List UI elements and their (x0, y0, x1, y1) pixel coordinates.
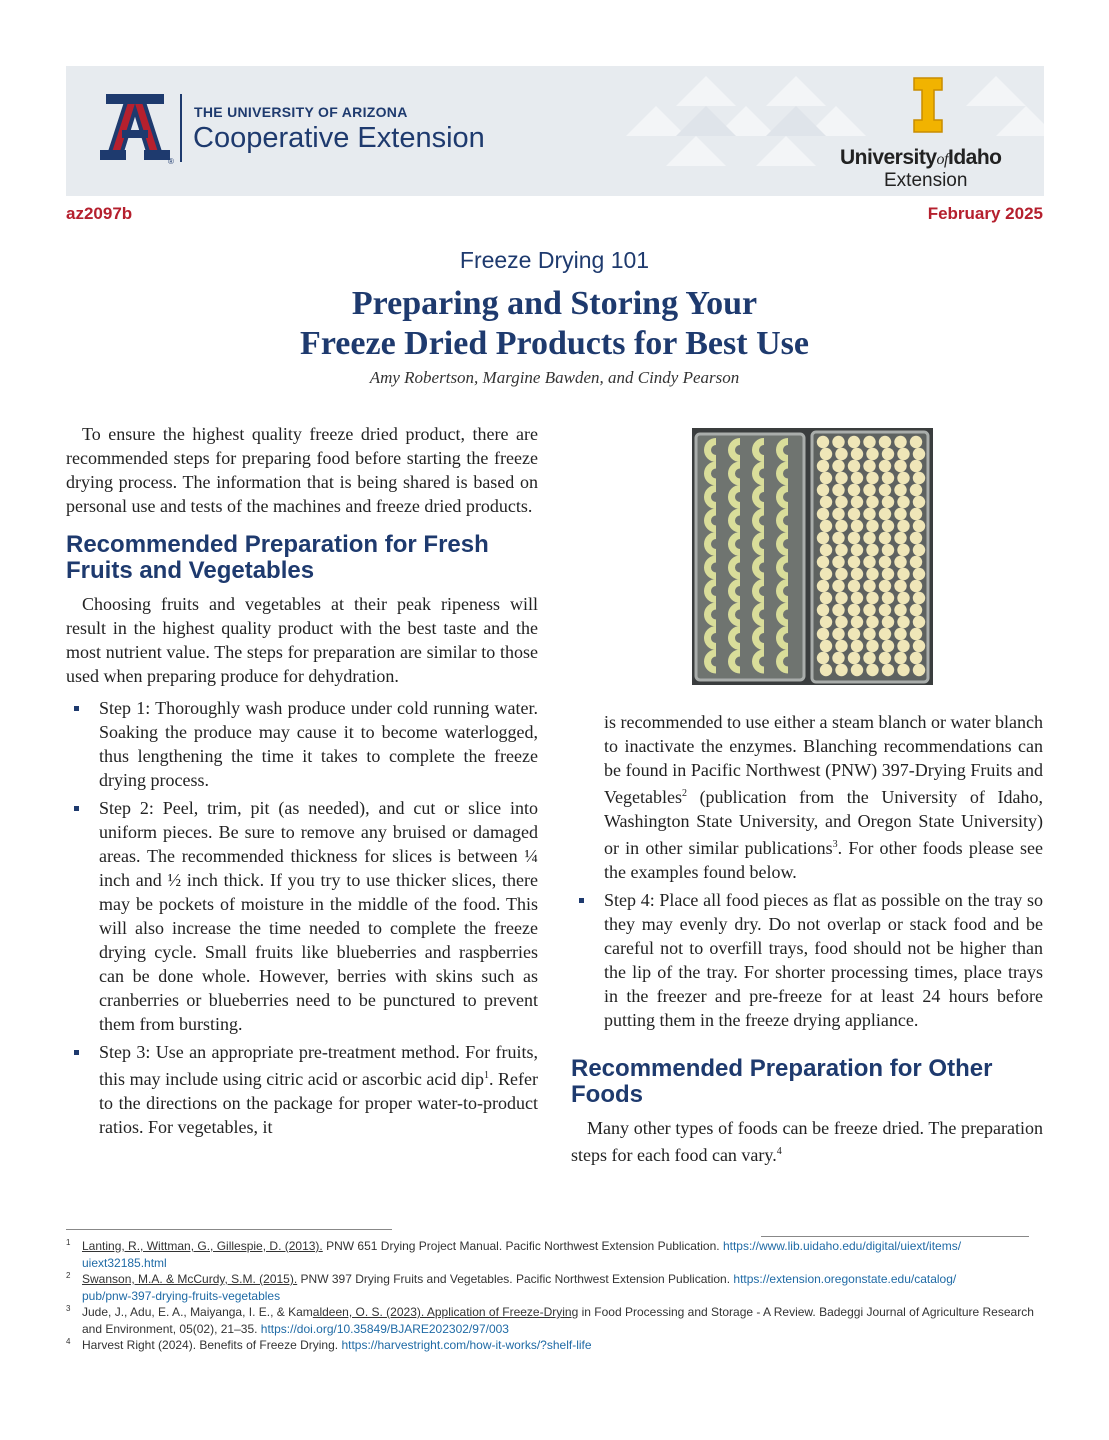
footnote-authors: aldeen, O. S. (2023). Application of Freeze-Drying (312, 1305, 579, 1319)
banana-slice (848, 460, 860, 472)
banana-slice (866, 640, 878, 652)
footnote-1 (66, 1238, 1046, 1271)
banana-slice (866, 496, 878, 508)
footnote-number: 3 (66, 1304, 71, 1313)
banana-slice (863, 532, 875, 544)
banana-slice (910, 580, 922, 592)
footnote-text: PNW 397 Drying Fruits and Vegetables. Pacific Northwest Extension Publication. (297, 1272, 734, 1286)
footnote-number: 4 (66, 1337, 71, 1346)
banana-slice (851, 568, 863, 580)
footnotes (66, 1238, 1046, 1354)
footnote-3 (66, 1304, 1046, 1337)
document-title (0, 284, 1109, 364)
heading-other-foods: Recommended Preparation for Other Foods (571, 1055, 993, 1108)
banana-slice (910, 604, 922, 616)
idaho-name-of: of (936, 151, 948, 168)
banana-slice (866, 472, 878, 484)
bullet-icon (74, 1050, 79, 1055)
banana-slice (848, 436, 860, 448)
step-1-text: Step 1: Thoroughly wash produce under cold running water. Soaking the produce may cause it to become waterlogged, thus lengthening the time it takes to complete the freeze drying process. (99, 698, 538, 790)
banana-slice (882, 496, 894, 508)
banana-slice (894, 508, 906, 520)
idaho-name-b: Idaho (948, 146, 1002, 169)
banana-slice (866, 664, 878, 676)
university-name-small: THE UNIVERSITY OF ARIZONA (194, 104, 408, 120)
banana-slice (897, 640, 909, 652)
banana-slice (897, 472, 909, 484)
footnote-text: PNW 651 Drying Project Manual. Pacific Northwest Extension Publication. (322, 1239, 723, 1253)
banana-slice (910, 652, 922, 664)
footnote-authors-pre: Jude, J., Adu, E. A., Maiyanga, I. E., & Kam (82, 1305, 313, 1319)
banana-slice (894, 652, 906, 664)
banana-slice (913, 544, 925, 556)
banana-slice (897, 496, 909, 508)
banana-slice (894, 460, 906, 472)
banana-slice (879, 532, 891, 544)
other-foods-text: Many other types of foods can be freeze dried. The preparation steps for each food can vary. (571, 1118, 1043, 1165)
banana-slice (848, 484, 860, 496)
heading-fresh-fruits: Recommended Preparation for Fresh Fruits and Vegetables (66, 531, 489, 584)
steps-list (66, 696, 538, 1139)
banana-slice (913, 664, 925, 676)
freeze-drying-trays-photo (692, 428, 933, 685)
banana-slice (913, 496, 925, 508)
banana-slice (817, 628, 829, 640)
banana-slice (851, 472, 863, 484)
banana-slice (882, 592, 894, 604)
banana-slice (866, 448, 878, 460)
banana-slice (882, 568, 894, 580)
series-title: Freeze Drying 101 (459, 247, 650, 273)
banana-slice (832, 484, 844, 496)
footnote-text: in Food Processing and Storage - A Review. Badeggi Journal of Agriculture Research and Environment, 05(02), 21–35. (82, 1305, 1034, 1336)
banana-slice (817, 652, 829, 664)
banana-slice (882, 640, 894, 652)
banana-slice (851, 616, 863, 628)
banana-slice (817, 484, 829, 496)
banana-slice (835, 472, 847, 484)
list-item (571, 710, 1043, 884)
banana-slice (910, 436, 922, 448)
banana-slice (866, 592, 878, 604)
banana-slice (820, 544, 832, 556)
banana-slice (820, 616, 832, 628)
title-line-2: Freeze Dried Products for Best Use (300, 325, 809, 362)
banana-slice (820, 496, 832, 508)
list-item (571, 888, 1043, 1032)
banana-slice (897, 616, 909, 628)
footnote-4 (66, 1337, 1046, 1354)
banana-slice (882, 448, 894, 460)
banana-slice (820, 448, 832, 460)
banana-slice (851, 592, 863, 604)
paragraph-other-foods (571, 1116, 1043, 1167)
cooperative-extension-title: Cooperative Extension (193, 122, 485, 154)
idaho-extension-label: Extension (884, 170, 968, 191)
banana-slice (832, 604, 844, 616)
banana-slice (848, 652, 860, 664)
banana-slice (832, 532, 844, 544)
banana-slice (879, 484, 891, 496)
banana-slice (897, 544, 909, 556)
bullet-icon (579, 898, 584, 903)
banana-slice (863, 556, 875, 568)
step-3-text-b: . Refer to the directions on the package for proper water-to-product ratios. For vegetables, it (99, 1069, 538, 1137)
banana-slice (882, 616, 894, 628)
banana-slice (817, 508, 829, 520)
paragraph-peak-ripeness: Choosing fruits and vegetables at their peak ripeness will result in the highest quality product with the best taste and the most nutrient value. The steps for preparation are similar to those used when preparing produce for dehydration. (66, 594, 538, 686)
footnote-ref: 3 (832, 839, 838, 850)
banana-slice (832, 652, 844, 664)
banana-slice (913, 616, 925, 628)
banana-slice (866, 520, 878, 532)
footnote-link[interactable]: https://extension.oregonstate.edu/catalog/ (733, 1272, 957, 1286)
banana-slice (863, 580, 875, 592)
footnote-link[interactable]: https://www.lib.uidaho.edu/digital/uiext/items/ (722, 1239, 962, 1253)
banana-slice (820, 664, 832, 676)
university-of-arizona-logo (94, 92, 174, 166)
banana-slice (894, 580, 906, 592)
banana-slice (894, 532, 906, 544)
list-item (66, 1040, 538, 1139)
banana-slice (851, 448, 863, 460)
banana-slice (832, 628, 844, 640)
banana-slice (882, 544, 894, 556)
tray-illustration (692, 428, 933, 685)
right-column (571, 710, 1043, 1167)
banana-slice (863, 652, 875, 664)
banana-slice (866, 544, 878, 556)
banana-slice (851, 544, 863, 556)
step-3-text-a: Step 3: Use an appropriate pre-treatment method. For fruits, this may include using citric acid or ascorbic acid dip (99, 1042, 538, 1089)
banana-slice (913, 520, 925, 532)
banana-slice (894, 484, 906, 496)
banana-slice (848, 508, 860, 520)
intro-paragraph: To ensure the highest quality freeze dried product, there are recommended steps for preparing food before starting the freeze drying process. The information that is being shared is based on personal use and tests of the machines and freeze dried products. (66, 424, 538, 516)
banana-slice (820, 592, 832, 604)
banana-slice (910, 628, 922, 640)
footnote-link[interactable]: https://doi.org/10.35849/BJARE202302/97/003 (260, 1321, 509, 1336)
banana-slice (835, 592, 847, 604)
banana-slice (913, 448, 925, 460)
banana-slice (817, 604, 829, 616)
banana-slice (832, 556, 844, 568)
banana-slice (913, 640, 925, 652)
authors: Amy Robertson, Margine Bawden, and Cindy Pearson (369, 368, 740, 387)
header-banner (66, 66, 1044, 196)
publication-date: February 2025 (927, 204, 1043, 223)
banana-slice (820, 472, 832, 484)
banana-slice (910, 508, 922, 520)
publication-id: az2097b (66, 204, 133, 223)
banana-slice (913, 568, 925, 580)
banana-slice (848, 556, 860, 568)
step-3-continued-c: . For other foods please see the examples found below. (604, 838, 1043, 882)
footnote-authors: Swanson, M.A. & McCurdy, S.M. (2015). (82, 1272, 298, 1286)
bullet-icon (74, 706, 79, 711)
banana-slice (910, 556, 922, 568)
footnote-2 (66, 1271, 1046, 1304)
banana-slice (879, 652, 891, 664)
banana-slice (863, 436, 875, 448)
footnote-number: 1 (66, 1238, 71, 1247)
step-2-text: Step 2: Peel, trim, pit (as needed), and cut or slice into uniform pieces. Be sure to remove any bruised or damaged areas. The recommended thickness for slices is between ¼ inch and ½ inch thick. If you try to use thicker slices, there may be pockets of moisture in the middle of the food. This will also increase the time needed to complete the freeze drying cycle. Small fruits like blueberries and raspberries can be done whole. However, berries with skins such as cranberries or blueberries need to be punctured to prevent them from bursting. (99, 798, 538, 1034)
footnote-rule-right (761, 1236, 1029, 1237)
step-3-continued-a: is recommended to use either a steam blanch or water blanch to inactivate the enzymes. Blanching recommendations can be found in Pacific Northwest (PNW) 397-Drying Fruits and Vegetables (604, 712, 1043, 807)
logo-divider (180, 94, 182, 162)
banana-slice (913, 472, 925, 484)
banana-slice (863, 460, 875, 472)
banana-slice (832, 436, 844, 448)
left-column (66, 422, 538, 1139)
title-line-1: Preparing and Storing Your (351, 285, 758, 322)
banana-slice (913, 592, 925, 604)
bullet-icon (74, 806, 79, 811)
banana-slice (817, 556, 829, 568)
banana-slice (879, 436, 891, 448)
banana-slice (832, 508, 844, 520)
banana-slice (879, 580, 891, 592)
banana-slice (897, 592, 909, 604)
banana-slice (863, 508, 875, 520)
banana-slice (835, 640, 847, 652)
banana-slice (851, 664, 863, 676)
banana-slice (879, 460, 891, 472)
banana-slice (882, 664, 894, 676)
banana-slice (863, 484, 875, 496)
banana-slice (848, 580, 860, 592)
banana-slice (879, 628, 891, 640)
step-3-continued-b: (publication from the University of Idaho, Washington State University, and Oregon State University) or in other similar publications (604, 787, 1043, 858)
svg-text:®: ® (168, 157, 174, 166)
footnote-ref: 1 (483, 1070, 489, 1081)
banana-slice (832, 460, 844, 472)
banana-slice (848, 628, 860, 640)
university-of-idaho-name (840, 146, 1002, 170)
steps-list-continued (571, 710, 1043, 1032)
list-item (66, 796, 538, 1036)
banana-slice (835, 616, 847, 628)
footnote-ref: 2 (681, 788, 687, 799)
footnote-link[interactable]: https://harvestright.com/how-it-works/?shelf-life (341, 1338, 592, 1352)
banana-slice (817, 436, 829, 448)
banana-slice (848, 604, 860, 616)
banana-slice (894, 604, 906, 616)
banana-slice (817, 580, 829, 592)
list-item (66, 696, 538, 792)
banana-slice (897, 568, 909, 580)
footnote-text: Harvest Right (2024). Benefits of Freeze Drying. (82, 1338, 342, 1352)
banana-slice (835, 568, 847, 580)
banana-slice (835, 448, 847, 460)
footnote-authors: Lanting, R., Wittman, G., Gillespie, D. (2013). (82, 1239, 323, 1253)
banana-slice (835, 664, 847, 676)
banana-slice (897, 664, 909, 676)
banana-slice (910, 460, 922, 472)
banana-slice (863, 604, 875, 616)
banana-slice (882, 472, 894, 484)
banana-slice (897, 448, 909, 460)
banana-slice (894, 556, 906, 568)
banana-slice (817, 532, 829, 544)
banana-slice (820, 568, 832, 580)
banana-slice (851, 496, 863, 508)
banana-slice (832, 580, 844, 592)
footnote-rule (66, 1229, 392, 1230)
banana-slice (894, 436, 906, 448)
banana-slice (910, 532, 922, 544)
banana-slice (851, 640, 863, 652)
footnote-number: 2 (66, 1271, 71, 1280)
banana-slice (848, 532, 860, 544)
banana-slice (835, 544, 847, 556)
footnote-link-cont[interactable]: pub/pnw-397-drying-fruits-vegetables (82, 1288, 281, 1303)
banana-slice (897, 520, 909, 532)
banana-slice (817, 460, 829, 472)
banana-slice (866, 616, 878, 628)
banana-slice (866, 568, 878, 580)
banana-slice (863, 628, 875, 640)
idaho-name-a: University (840, 146, 937, 169)
banana-slice (820, 520, 832, 532)
footnote-ref: 4 (776, 1146, 782, 1157)
banana-slice (820, 640, 832, 652)
banana-slice (851, 520, 863, 532)
banana-slice (835, 520, 847, 532)
step-4-text: Step 4: Place all food pieces as flat as possible on the tray so they may evenly dry. Do not overlap or stack food and be careful not to overfill trays, food should not be higher than the lip of the tray. For shorter processing times, place trays in the freezer and pre-freeze for at least 24 hours before putting them in the freeze drying appliance. (604, 890, 1043, 1030)
footnote-link-cont[interactable]: uiext32185.html (82, 1255, 167, 1270)
banana-slice (882, 520, 894, 532)
banana-slice (894, 628, 906, 640)
banana-slice (879, 508, 891, 520)
banana-slice (879, 604, 891, 616)
banana-slice (835, 496, 847, 508)
university-of-idaho-logo (912, 76, 944, 134)
banana-slice (879, 556, 891, 568)
banana-slice (910, 484, 922, 496)
